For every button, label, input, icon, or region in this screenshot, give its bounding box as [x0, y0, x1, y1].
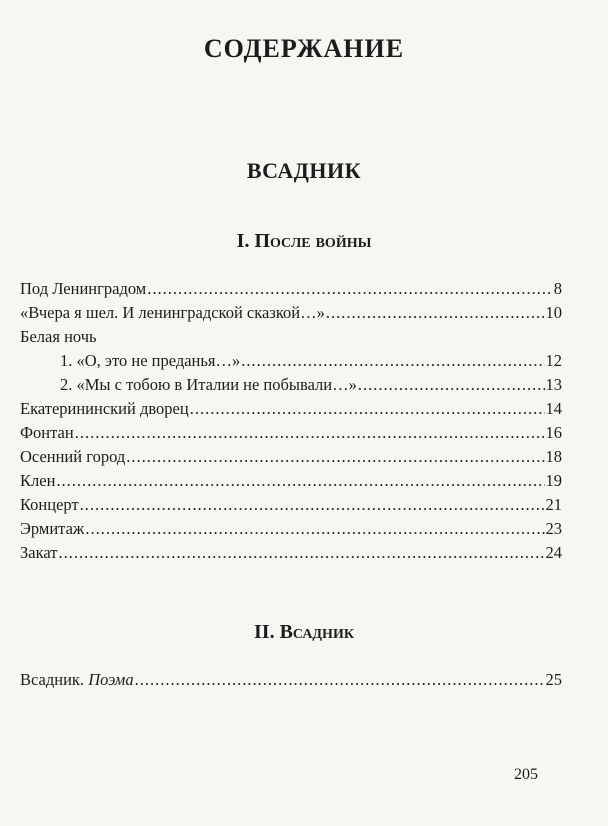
toc-entry[interactable] — [20, 445, 562, 469]
toc-entry[interactable] — [20, 397, 562, 421]
toc-entry[interactable] — [20, 493, 562, 517]
toc-entry-page: 24 — [545, 543, 562, 562]
toc-entry[interactable] — [20, 541, 562, 565]
dot-leader — [147, 277, 553, 301]
dot-leader — [126, 445, 544, 469]
toc-entry-page: 19 — [545, 471, 562, 490]
toc-entry-page: 8 — [553, 279, 562, 298]
toc-section-1 — [20, 277, 562, 565]
toc-entry-page: 23 — [545, 519, 562, 538]
toc-entry-title: «Вчера я шел. И ленинградской сказкой…» — [20, 303, 325, 322]
dot-leader — [85, 517, 544, 541]
toc-entry-page: 21 — [545, 495, 562, 514]
toc-entry-title: 1. «О, это не преданья…» — [60, 351, 241, 370]
dot-leader — [75, 421, 545, 445]
dot-leader — [241, 349, 544, 373]
toc-entry[interactable] — [20, 421, 562, 445]
section-heading-2: II. Всадник — [254, 621, 354, 643]
toc-entry-main-title: Всадник. — [20, 670, 85, 689]
toc-entry-page: 12 — [545, 351, 562, 370]
dot-leader — [190, 397, 545, 421]
toc-entry-page: 14 — [545, 399, 562, 418]
toc-entry-title: Закат — [20, 543, 58, 562]
toc-entry[interactable] — [20, 668, 562, 692]
toc-entry[interactable] — [20, 517, 562, 541]
dot-leader — [326, 301, 545, 325]
page-title: СОДЕРЖАНИЕ — [203, 34, 405, 63]
toc-entry-page: 16 — [545, 423, 562, 442]
dot-leader — [80, 493, 545, 517]
toc-entry-page: 25 — [545, 670, 562, 689]
toc-entry-page: 13 — [545, 375, 562, 394]
dot-leader — [135, 668, 545, 692]
part-title: ВСАДНИК — [246, 158, 362, 183]
toc-entry-title — [20, 668, 134, 692]
toc-entry-title: 2. «Мы с тобою в Италии не побывали…» — [60, 375, 357, 394]
section-heading-1: I. После войны — [236, 230, 372, 252]
toc-entry-page: 18 — [545, 447, 562, 466]
page-number: 205 — [514, 766, 538, 783]
dot-leader — [56, 469, 544, 493]
dot-leader — [358, 373, 545, 397]
toc-entry-title: Эрмитаж — [20, 519, 85, 538]
toc-entry-subtitle: Поэма — [88, 670, 134, 689]
toc-entry-title: Под Ленинградом — [20, 279, 147, 298]
toc-entry[interactable] — [20, 301, 562, 325]
toc-section-2 — [20, 668, 562, 692]
toc-entry-title: Осенний город — [20, 447, 126, 466]
toc-entry-title: Концерт — [20, 495, 79, 514]
dot-leader — [58, 541, 544, 565]
toc-entry-title: Фонтан — [20, 423, 74, 442]
toc-entry-title: Белая ночь — [20, 327, 97, 346]
toc-entry[interactable] — [20, 349, 562, 373]
toc-entry[interactable] — [20, 373, 562, 397]
toc-entry-title: Екатерининский дворец — [20, 399, 189, 418]
toc-entry-page: 10 — [545, 303, 562, 322]
toc-entry-title: Клен — [20, 471, 56, 490]
toc-entry-group — [20, 325, 562, 349]
toc-entry[interactable] — [20, 469, 562, 493]
toc-entry[interactable] — [20, 277, 562, 301]
